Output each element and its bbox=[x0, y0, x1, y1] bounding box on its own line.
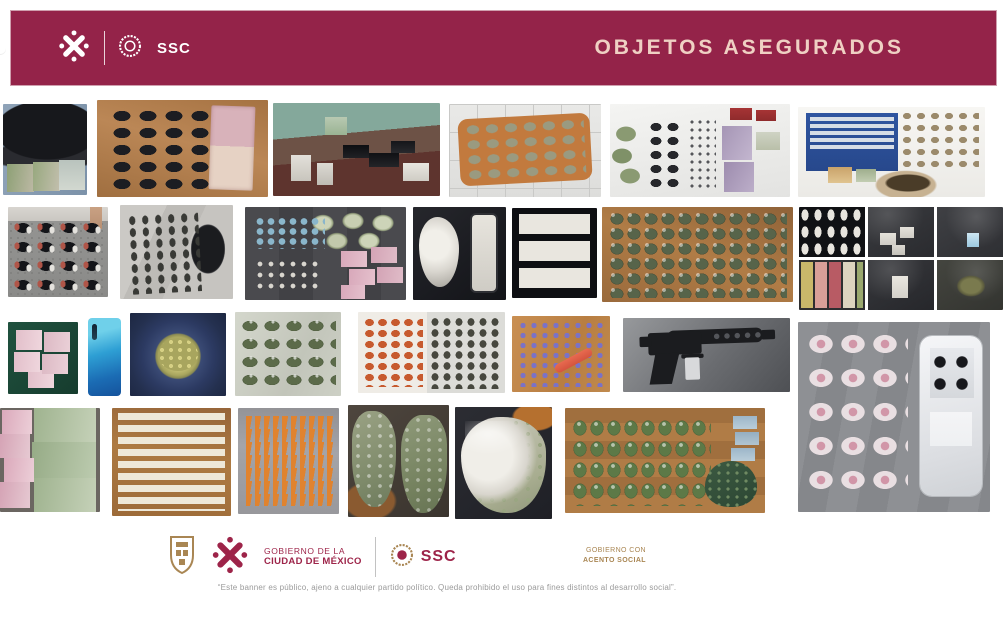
evidence-photo-blue-mat-pouch bbox=[798, 107, 985, 197]
evidence-photo-marijuana-packages bbox=[348, 405, 449, 517]
evidence-photo-powder-bags bbox=[413, 207, 506, 300]
subphoto-marijuana-bag bbox=[937, 260, 1003, 310]
evidence-photo-bills-green-table bbox=[8, 322, 78, 394]
subphoto-white-packets bbox=[868, 207, 934, 257]
evidence-photo-marijuana-bag-open bbox=[130, 313, 226, 396]
evidence-photo-blue-grid-bags-bills bbox=[245, 207, 406, 300]
evidence-photo-orange-gray-doses bbox=[358, 312, 505, 393]
evidence-photo-powder-baggies-rows bbox=[512, 208, 597, 298]
footer-divider bbox=[375, 537, 376, 577]
cdmx-shield-icon bbox=[168, 533, 196, 582]
evidence-photo-orange-board bbox=[449, 104, 601, 197]
evidence-photo-fabric-doses bbox=[120, 205, 233, 299]
smartphone-back bbox=[920, 336, 982, 496]
ssc-footer-wordmark: SSC bbox=[420, 548, 457, 565]
subphoto-banknotes bbox=[799, 260, 865, 310]
evidence-photo-doses-brown-board bbox=[112, 408, 231, 516]
subphoto-powder-packet bbox=[868, 260, 934, 310]
left-edge-fragment bbox=[0, 24, 6, 54]
accent-line1: GOBIERNO CON bbox=[585, 547, 646, 554]
cdmx-knot-icon-footer bbox=[209, 534, 251, 581]
government-wordmark bbox=[264, 546, 362, 568]
page-title: OBJETOS ASEGURADOS bbox=[594, 36, 904, 59]
disclaimer-text: “Este banner es público, ajeno a cualquier partido político. Queda prohibido el uso para fines distintos al desarrollo social”. bbox=[217, 583, 677, 592]
ssc-badge-icon bbox=[117, 33, 143, 64]
evidence-photo-collage bbox=[799, 207, 1003, 310]
evidence-photo-phones-table bbox=[273, 103, 440, 196]
evidence-photo-bills-wall-phone bbox=[798, 322, 990, 512]
accent-social-text bbox=[566, 546, 646, 566]
evidence-photo-orange-doses-rows bbox=[238, 408, 339, 514]
evidence-photo-cardboard-marijuana bbox=[602, 207, 793, 302]
government-line1: GOBIERNO DE LA bbox=[264, 546, 346, 557]
accent-line2: ACENTO SOCIAL bbox=[582, 556, 646, 564]
subphoto-blue-packet bbox=[937, 207, 1003, 257]
gun-icon bbox=[634, 321, 782, 392]
evidence-photo-green-baggies-cap bbox=[565, 408, 765, 513]
subphoto-powder-baggies bbox=[799, 207, 865, 257]
evidence-photo-carpet-doses bbox=[8, 207, 108, 297]
brand-divider bbox=[104, 31, 105, 65]
ssc-wordmark: SSC bbox=[157, 39, 191, 57]
evidence-photo-white-sheet-packets bbox=[610, 104, 790, 197]
ssc-badge-icon-footer bbox=[389, 542, 415, 573]
header-banner bbox=[10, 10, 997, 86]
government-line2: CIUDAD DE MÉXICO bbox=[264, 556, 362, 568]
evidence-photo-marijuana-doses bbox=[235, 312, 341, 396]
brand-cluster bbox=[56, 28, 191, 69]
evidence-photo-black-baggies-bill bbox=[97, 100, 268, 197]
footer bbox=[0, 528, 1006, 608]
evidence-photo-crystal-bag bbox=[455, 407, 552, 519]
footer-logo-cluster bbox=[168, 532, 457, 582]
evidence-photo-blue-phone bbox=[88, 318, 121, 396]
evidence-photo-machine-pistol bbox=[623, 318, 790, 392]
evidence-photo-purple-doses bbox=[512, 316, 610, 392]
evidence-photo-waist-bag bbox=[3, 104, 87, 195]
cdmx-knot-icon bbox=[56, 28, 92, 69]
evidence-photo-banknote-stacks bbox=[0, 408, 100, 512]
ssc-footer-cluster bbox=[389, 542, 457, 573]
